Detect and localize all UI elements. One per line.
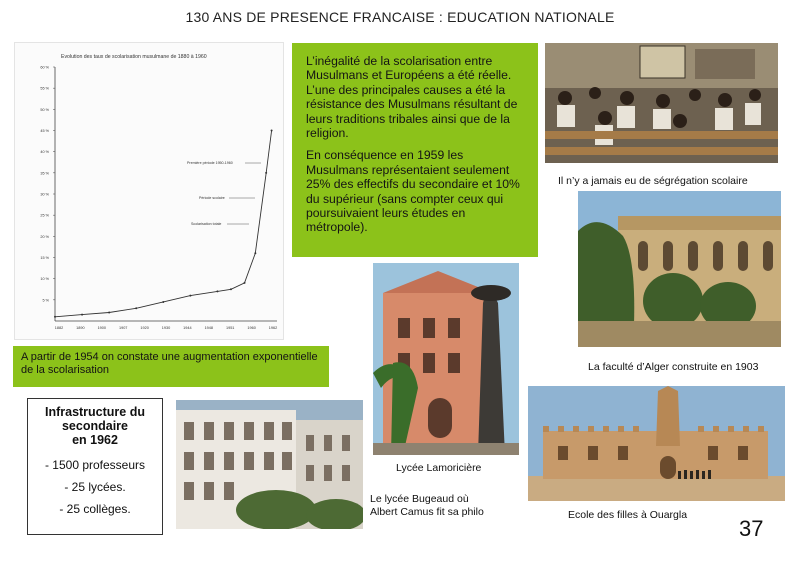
y-tick-label: 25 % xyxy=(40,213,49,218)
y-tick-label: 20 % xyxy=(40,234,49,239)
y-tick-label: 50 % xyxy=(40,107,49,112)
caption-classroom: Il n’y a jamais eu de ségrégation scolaire xyxy=(558,175,748,187)
chart-title: Evolution des taux de scolarisation musulmane de 1880 à 1960 xyxy=(61,54,207,60)
caption-faculte: La faculté d’Alger construite en 1903 xyxy=(588,361,759,373)
caption-bugeaud-line-1: Le lycée Bugeaud où xyxy=(370,493,469,505)
x-tick-label: 1962 xyxy=(268,326,278,330)
caption-bugeaud-line-2: Albert Camus fit sa philo xyxy=(370,506,484,518)
scolarisation-chart xyxy=(14,42,284,340)
y-tick-label: 45 % xyxy=(40,129,49,133)
x-tick-label: 1948 xyxy=(204,326,214,330)
data-point xyxy=(271,130,273,132)
infrastructure-box xyxy=(27,398,163,535)
y-tick-label: 10 % xyxy=(40,277,49,282)
x-tick-label: 1930 xyxy=(161,326,171,330)
x-tick-label: 1890 xyxy=(76,326,85,330)
y-tick-label: 35 % xyxy=(40,171,49,176)
caption-bugeaud xyxy=(370,493,484,519)
infra-heading-3: en 1962 xyxy=(72,433,118,447)
data-point xyxy=(81,314,83,316)
series-line xyxy=(55,131,272,317)
data-point xyxy=(162,301,164,303)
data-point xyxy=(230,288,232,290)
data-point xyxy=(135,307,137,309)
text-paragraph-1: L’inégalité de la scolarisation entre Musulmans et Européens a été réelle. L’une des principales causes a été la résistance des Musulmans résultant de leurs traditions tribales ainsi que de la religion. xyxy=(306,54,518,141)
y-tick-label: 60 % xyxy=(40,65,49,70)
data-point xyxy=(265,172,267,174)
chart-annotation-1: Première période 1950-1960 xyxy=(187,161,233,165)
text-paragraph-2: En conséquence en 1959 les Musulmans représentaient seulement 25% des effectifs du secondaire et 10% du supérieur (sans compter ceux qui poursuivaient leurs études en métropole). xyxy=(306,148,520,235)
infra-item-professeurs: - 1500 professeurs xyxy=(44,458,146,472)
caption-lamoriciere: Lycée Lamoricière xyxy=(396,462,482,474)
data-point xyxy=(54,316,56,318)
lycee-lamoriciere-photo xyxy=(373,263,519,455)
y-tick-label: 40 % xyxy=(40,150,49,155)
y-tick-label: 15 % xyxy=(40,256,49,260)
y-tick-label: 30 % xyxy=(40,192,49,197)
chart-annotation-2: Période scolaire xyxy=(199,196,225,200)
x-tick-label: 1882 xyxy=(54,326,64,330)
data-point xyxy=(216,290,218,292)
x-tick-label: 1960 xyxy=(247,326,256,330)
page-number: 37 xyxy=(739,516,764,541)
x-tick-label: 1900 xyxy=(97,326,107,330)
scolarisation-text-box xyxy=(292,43,538,257)
infra-list xyxy=(32,454,158,520)
x-tick-label: 1944 xyxy=(183,326,192,330)
infra-item-lycees: - 25 lycées. xyxy=(64,480,126,494)
exponential-banner: A partir de 1954 on constate une augmentation exponentielle de la scolarisation xyxy=(13,346,329,387)
data-point xyxy=(189,295,191,297)
data-point xyxy=(244,282,246,284)
infra-heading-2: secondaire xyxy=(61,419,128,433)
slide-title: 130 ANS DE PRESENCE FRANCAISE : EDUCATION NATIONALE xyxy=(185,9,615,25)
classroom-photo xyxy=(545,43,778,163)
x-tick-label: 1920 xyxy=(140,326,149,330)
x-tick-label: 1951 xyxy=(225,326,235,330)
faculte-alger-photo xyxy=(578,191,781,347)
chart-annotation-3: Scolarisation totale xyxy=(191,222,222,226)
data-point xyxy=(254,252,256,254)
y-tick-label: 5 % xyxy=(42,298,49,303)
x-tick-label: 1907 xyxy=(118,326,128,330)
y-tick-label: 55 % xyxy=(40,86,49,91)
infra-item-colleges: - 25 collèges. xyxy=(59,502,131,516)
ecole-ouargla-photo xyxy=(528,386,785,501)
lycee-bugeaud-photo xyxy=(176,400,363,529)
chart-svg xyxy=(15,43,283,339)
data-point xyxy=(108,312,110,314)
caption-ouargla: Ecole des filles à Ouargla xyxy=(568,509,688,521)
infra-heading-1: Infrastructure du xyxy=(44,405,145,419)
